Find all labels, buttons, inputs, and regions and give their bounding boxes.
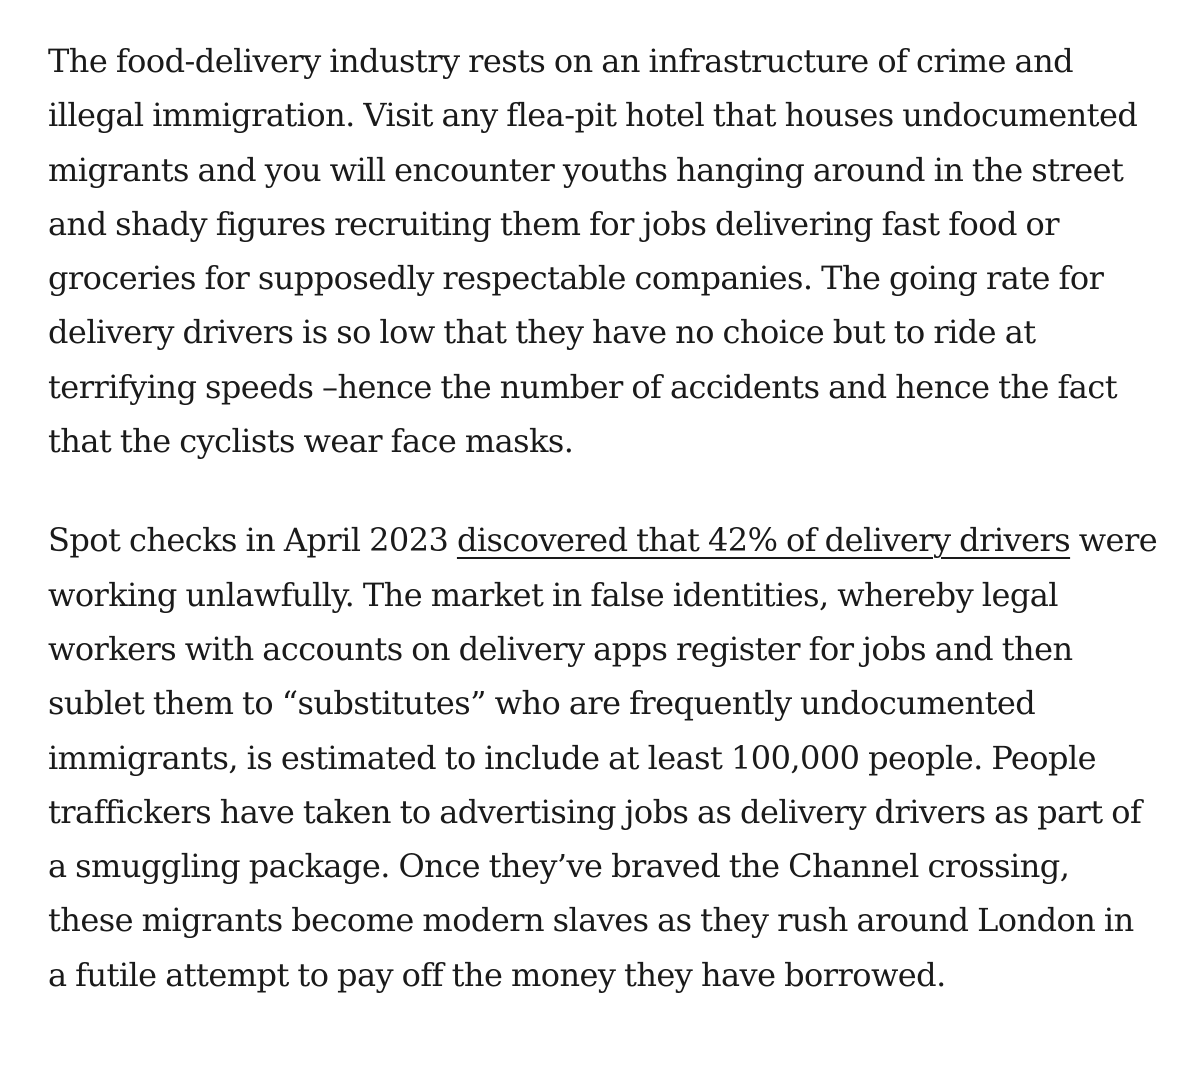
paragraph-text-before-link: Spot checks in April 2023 <box>48 521 457 560</box>
paragraph-spot-checks <box>48 513 1160 1002</box>
delivery-drivers-study-link[interactable]: discovered that 42% of delivery drivers <box>456 521 1071 560</box>
paragraph-food-delivery: The food-delivery industry rests on an infrastructure of crime and illegal immigration. Visit any flea-pit hotel that houses undocumented migrants and you will encounter youths hanging around in the street and shady figures recruiting them for jobs delivering fast food or groceries for supposedly respectable companies. The going rate for delivery drivers is so low that they have no choice but to ride at terrifying speeds –hence the number of accidents and hence the fact that the cyclists wear face masks. <box>48 42 1138 461</box>
paragraph-text-after-link: were working unlawfully. The market in false identities, whereby legal workers with accounts on delivery apps register for jobs and then sublet them to “substitutes” who are frequently undocumented immigrants, is estimated to include at least 100,000 people. People traffickers have taken to advertising jobs as delivery drivers as part of a smuggling package. Once they’ve braved the Channel crossing, these migrants become modern slaves as they rush around London in a futile attempt to pay off the money they have borrowed. <box>48 521 1158 994</box>
